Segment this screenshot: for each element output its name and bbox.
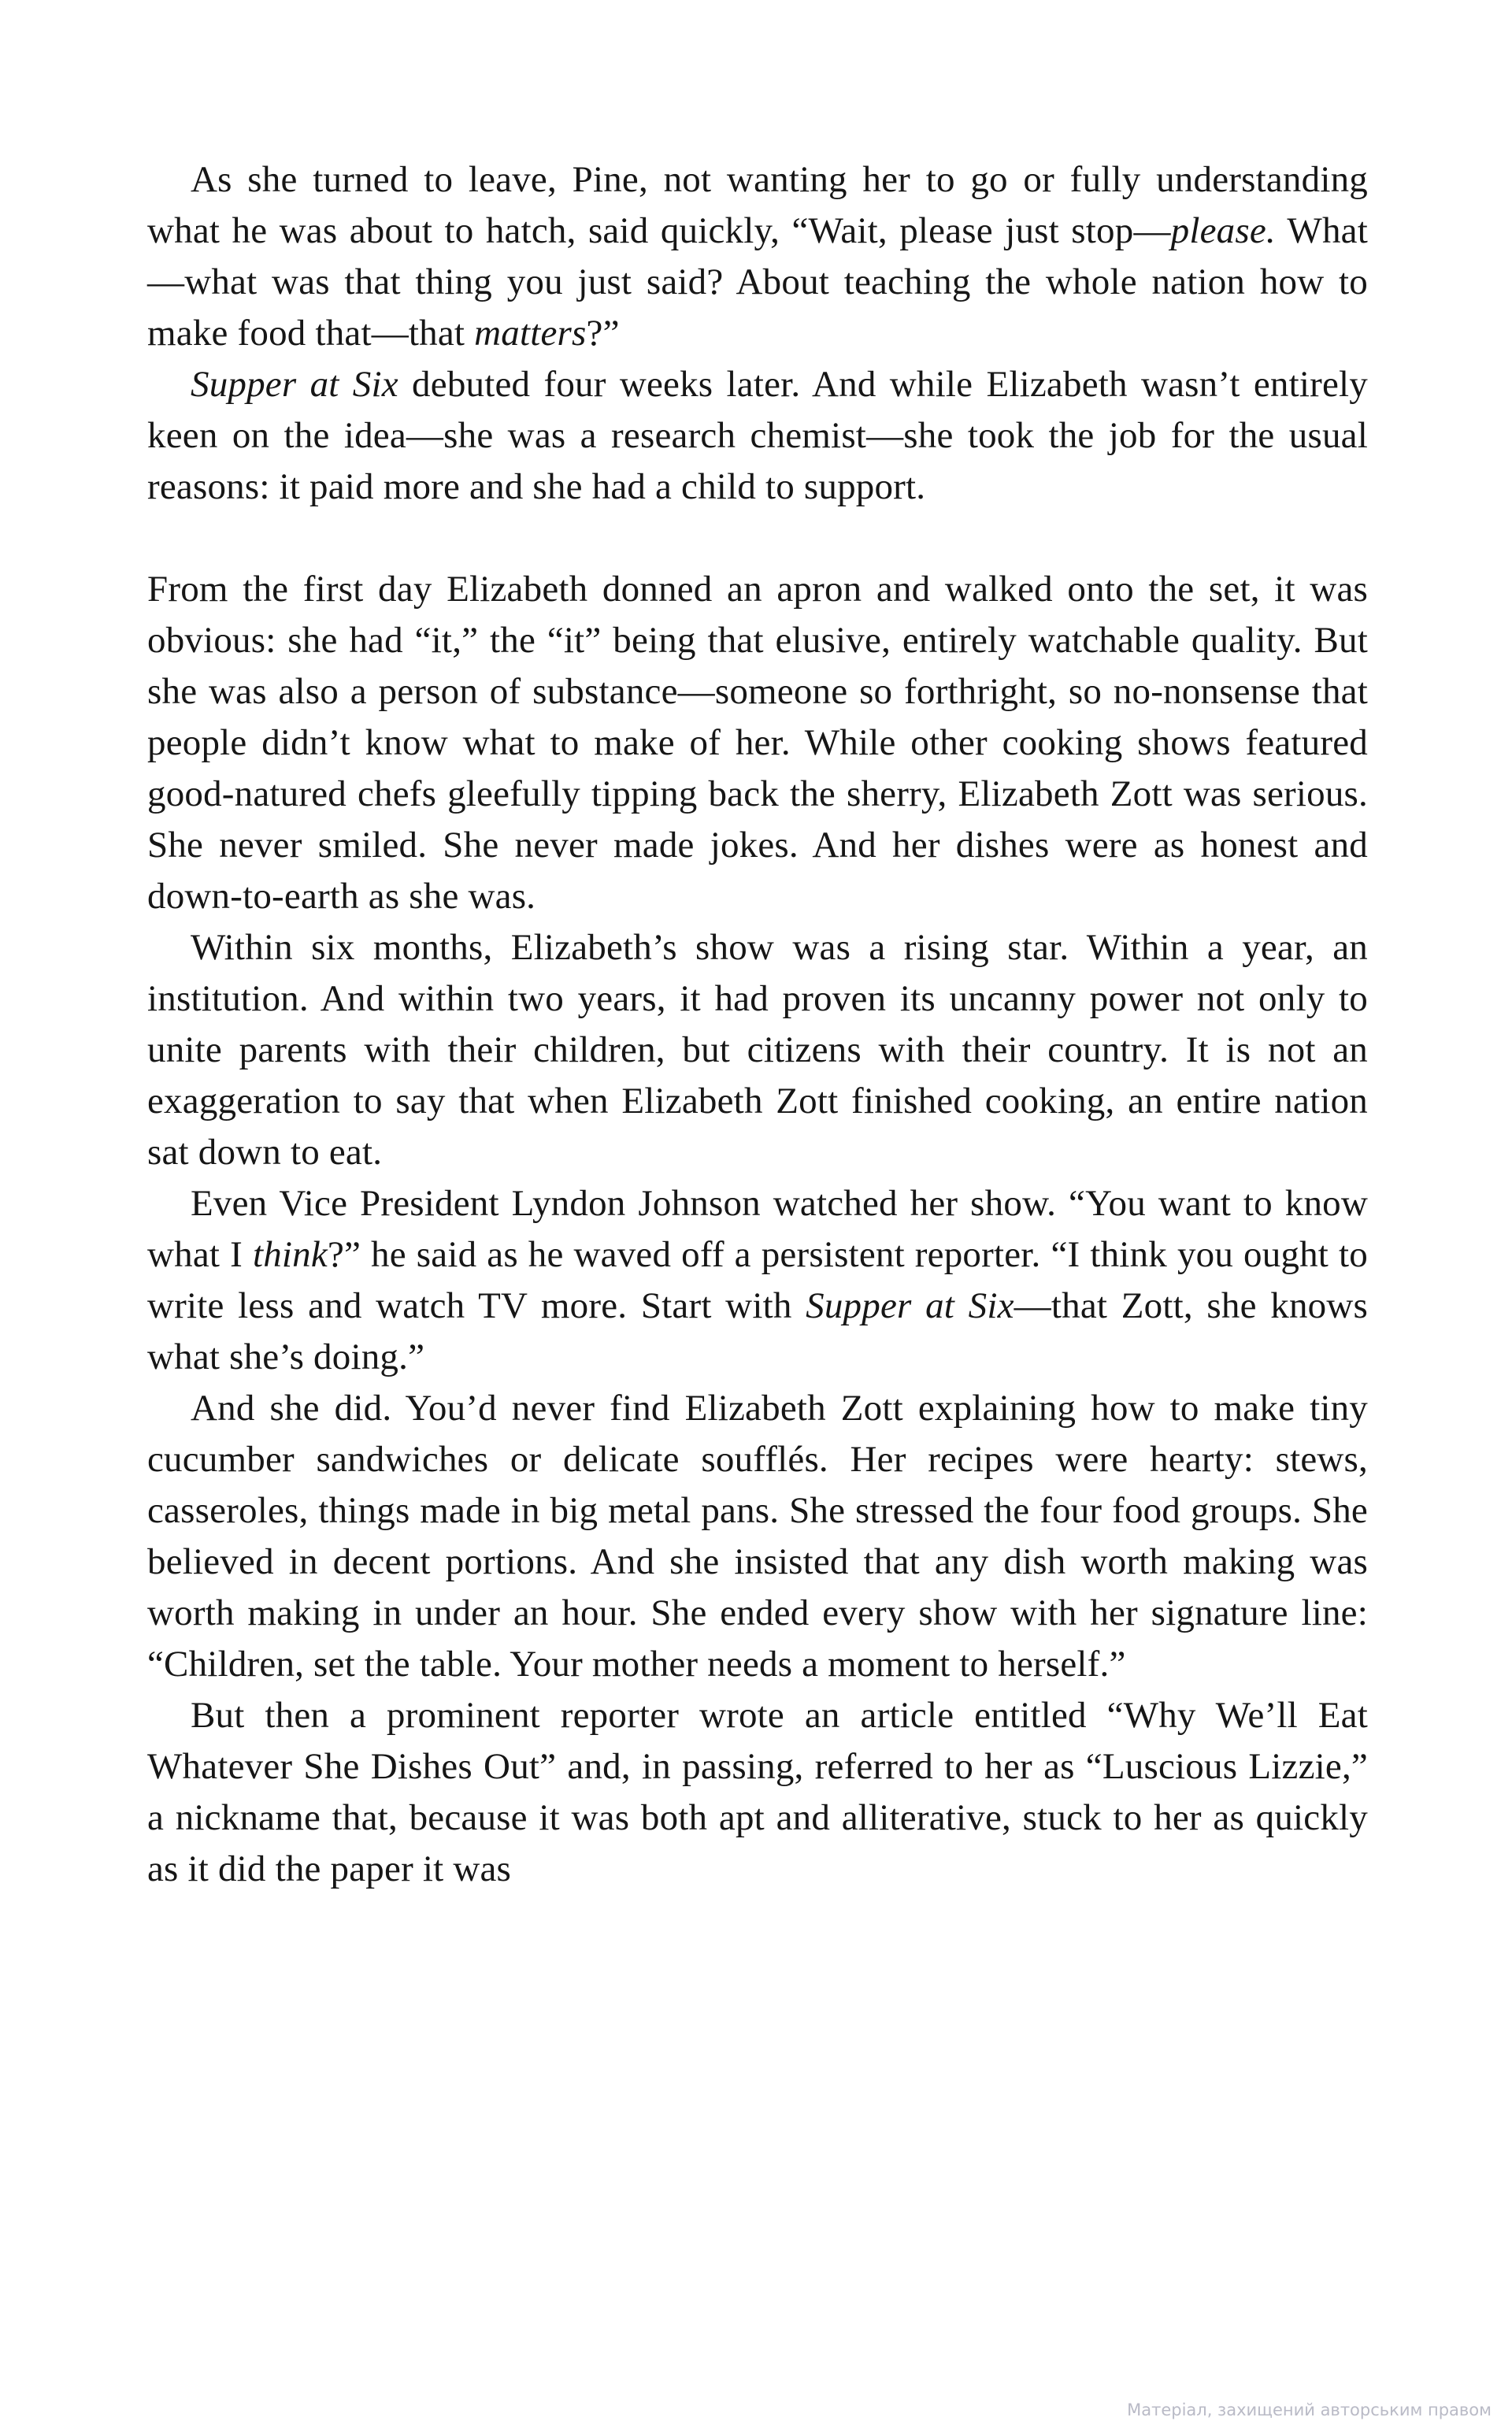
copyright-watermark: Матеріал, захищений авторським правом	[1127, 2400, 1492, 2419]
text-segment: ?” he said as he waved off a persistent reporter. “I think you ought to write less and watch TV more. Start with	[147, 1234, 1368, 1326]
text-segment: As she turned to leave, Pine, not wanting her to go or fully understanding what he was about to hatch, said quickly, “Wait, please just stop—	[147, 159, 1368, 251]
paragraph	[147, 1690, 1368, 1895]
text-segment: Even Vice President Lyndon Johnson watched her show. “You want to know what I	[147, 1183, 1368, 1275]
paragraph	[147, 1178, 1368, 1383]
italic-text-segment: think	[252, 1234, 328, 1275]
text-segment: ?”	[586, 313, 620, 354]
text-segment: What—what was that thing you just said? About teaching the whole nation how to make food that—that	[147, 210, 1368, 354]
paragraph	[147, 922, 1368, 1178]
paragraph	[147, 359, 1368, 513]
page-text	[147, 154, 1368, 1895]
paragraph	[147, 154, 1368, 359]
text-segment: debuted four weeks later. And while Elizabeth wasn’t entirely keen on the idea—she was a research chemist—she took the job for the usual reasons: it paid more and she had a child to support.	[147, 364, 1368, 507]
text-segment: And she did. You’d never find Elizabeth Zott explaining how to make tiny cucumber sandwiches or delicate soufflés. Her recipes were hearty: stews, casseroles, things made in big metal pans. She stressed the four food groups. She believed in decent portions. And she insisted that any dish worth making was worth making in under an hour. She ended every show with her signature line: “Children, set the table. Your mother needs a moment to herself.”	[147, 1388, 1368, 1685]
italic-text-segment: Supper at Six	[191, 364, 398, 405]
italic-text-segment: matters	[474, 313, 587, 354]
italic-text-segment: please.	[1170, 210, 1276, 251]
text-segment: —that Zott, she knows what she’s doing.”	[147, 1285, 1369, 1377]
text-segment: From the first day Elizabeth donned an apron and walked onto the set, it was obvious: she had “it,” the “it” being that elusive, entirely watchable quality. But she was also a person of substance—someone so forthright, so no-nonsense that people didn’t know what to make of her. While other cooking shows featured good-natured chefs gleefully tipping back the sherry, Elizabeth Zott was serious. She never smiled. She never made jokes. And her dishes were as honest and down-to-earth as she was.	[147, 569, 1368, 917]
text-segment: Within six months, Elizabeth’s show was a rising star. Within a year, an institution. And within two years, it had proven its uncanny power not only to unite parents with their children, but citizens with their country. It is not an exaggeration to say that when Elizabeth Zott finished cooking, an entire nation sat down to eat.	[147, 927, 1368, 1173]
paragraph	[147, 564, 1368, 922]
paragraph	[147, 1383, 1368, 1690]
text-segment: But then a prominent reporter wrote an article entitled “Why We’ll Eat Whatever She Dishes Out” and, in passing, referred to her as “Luscious Lizzie,” a nickname that, because it was both apt and alliterative, stuck to her as quickly as it did the paper it was	[147, 1695, 1368, 1889]
italic-text-segment: Supper at Six	[806, 1285, 1014, 1326]
